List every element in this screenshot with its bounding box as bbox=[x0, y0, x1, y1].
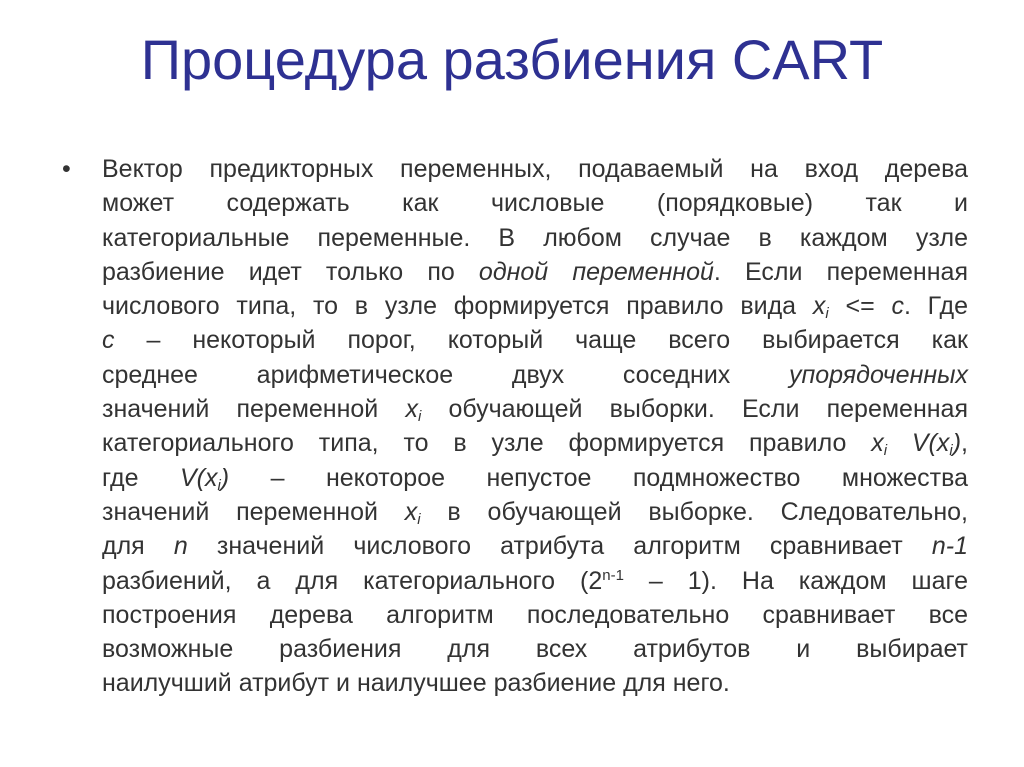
variable-x: x bbox=[404, 497, 418, 526]
variable-x: x bbox=[871, 429, 884, 458]
paragraph-line: значений переменной $x_i$ обучающей выборки. Если переменная bbox=[102, 395, 968, 426]
bullet-icon: • bbox=[62, 155, 71, 183]
paragraph-line: возможные разбиения для всех атрибутов и выбирает bbox=[102, 635, 968, 664]
paragraph-line: числового типа, то в узле формируется правило вида $x_i <= c$. Где bbox=[102, 292, 969, 323]
paragraph-line: значений переменной $x_i$ в обучающей выборке. Следовательно, bbox=[102, 497, 968, 528]
set-v: V(x bbox=[911, 429, 950, 458]
paragraph-line: разбиение идет только по одной переменной. Если переменная bbox=[102, 257, 968, 286]
paragraph-line: разбиений, а для категориального (2$^{n-1}$ – 1). На каждом шаге bbox=[102, 566, 968, 595]
paragraph-line: категориальные переменные. В любом случае в каждом узле bbox=[102, 223, 968, 252]
paragraph-line: для n значений числового атрибута алгоритм сравнивает n-1 bbox=[102, 532, 968, 561]
paragraph-line: Вектор предикторных переменных, подаваемый на вход дерева bbox=[102, 155, 968, 183]
paragraph-line: среднее арифметическое двух соседних упорядоченных bbox=[102, 360, 968, 389]
paragraph-line: построения дерева алгоритм последовательно сравнивает все bbox=[102, 600, 968, 629]
paragraph-line: категориального типа, то в узле формируется правило $x_i$ $V(x_i)$, bbox=[102, 429, 968, 460]
emphasis: упорядоченных bbox=[789, 360, 968, 389]
paragraph-line: наилучший атрибут и наилучшее разбиение для него. bbox=[102, 669, 730, 698]
variable-c: c bbox=[102, 326, 115, 355]
slide-title: Процедура разбиения CART bbox=[140, 28, 884, 91]
paragraph-line: может содержать как числовые (порядковые) так и bbox=[102, 189, 968, 218]
emphasis: одной переменной bbox=[478, 257, 714, 286]
variable-x: x bbox=[812, 292, 826, 321]
variable-x: x bbox=[405, 395, 418, 424]
variable-n: n bbox=[173, 532, 188, 561]
bullet-paragraph bbox=[102, 152, 968, 701]
set-v: V(x bbox=[179, 463, 218, 492]
paragraph-line: c – некоторый порог, который чаще всего выбирается как bbox=[102, 326, 968, 355]
variable-n-minus-1: n-1 bbox=[931, 532, 968, 561]
exponent: n-1 bbox=[602, 566, 624, 584]
variable-c: c bbox=[891, 292, 904, 321]
paragraph-line: где $V(x_i)$ – некоторое непустое подмножество множества bbox=[102, 463, 968, 494]
